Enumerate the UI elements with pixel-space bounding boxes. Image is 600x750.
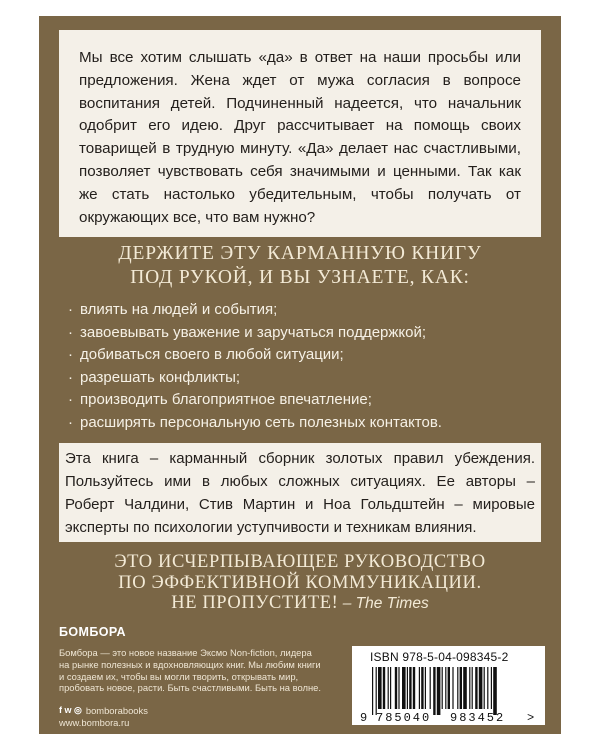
barcode-bar [395,667,397,709]
barcode-bar [460,667,462,709]
social-links [59,705,148,716]
barcode-bar [419,667,420,709]
publisher-logo: БОМБОРА [59,625,126,639]
barcode-digits-right: 983452 [450,711,506,723]
quote-line-1: ЭТО ИСЧЕРПЫВАЮЩЕЕ РУКОВОДСТВО [114,552,486,572]
barcode-bar [378,667,382,709]
list-item: · влиять на людей и события; [69,299,539,322]
barcode-bar [493,667,497,715]
barcode-bar [388,667,389,709]
barcode-bar [425,667,426,709]
list-item: · расширять персональную сеть полезных контактов. [69,412,539,435]
publisher-description: Бомбора — это новое название Эксмо Non-fiction, лидера на рынке полезных и вдохновляющих книг. Мы любим книги и создаем их, чтобы вы могли творить, открывать мир, пробовать новое, расти. Быть счастливыми. Быть на волне. [59,647,321,694]
benefits-list [69,299,539,435]
list-item: · разрешать конфликты; [69,367,539,390]
bullet-icon: · [68,368,73,386]
barcode-bar [452,667,453,709]
barcode-bar [469,667,470,709]
barcode-bar [409,667,411,709]
list-item: · добиваться своего в любой ситуации; [69,344,539,367]
bullet-icon: · [68,391,73,409]
isbn-text: ISBN 978-5-04-098345-2 [370,650,509,664]
bullet-icon: · [68,413,73,431]
barcode-bar [390,667,391,709]
barcode-bar [491,667,492,709]
barcode-bar [407,667,408,709]
list-heading [39,242,561,290]
social-handle: bomborabooks [85,705,148,716]
list-item: · производить благоприятное впечатление; [69,389,539,412]
barcode-icon [360,667,537,723]
barcode-bar [457,667,458,709]
barcode-bar [402,667,406,709]
bullet-icon: · [68,301,73,318]
press-quote [39,552,561,615]
barcode-bar [372,667,373,715]
quote-source: The Times [355,595,429,612]
barcode-bar [484,667,485,709]
barcode-bar [442,667,443,709]
barcode-digit-tail: > [527,711,535,723]
website-link: www.bombora.ru [59,717,130,728]
barcode-bar [479,667,483,709]
barcode-bar [437,667,441,715]
barcode-bar [383,667,385,709]
barcode-bar [472,667,473,709]
social-icons: f ᴡ ◎ [59,705,82,715]
list-item: · завоевывать уважение и заручаться поддержкой; [69,322,539,345]
about-book-paragraph: Эта книга – карманный сборник золотых правил убеждения. Пользуйтесь ими в любых сложных ситуациях. Ее авторы – Роберт Чалдини, Стив Мартин и Ноа Гольдштейн – мировые эксперты по психологии уступчивости и техникам влияния. [65,450,535,536]
barcode-digits-left: 785040 [376,711,432,723]
quote-line-3: НЕ ПРОПУСТИТЕ! – The Times [171,593,429,613]
barcode-bar [475,667,477,709]
barcode-digit-lead: 9 [360,711,368,723]
bullet-icon: · [68,323,73,341]
barcode-bar [413,667,415,709]
barcode-bar [398,667,399,709]
list-heading-line-2: ПОД РУКОЙ, И ВЫ УЗНАЕТЕ, КАК: [130,267,470,288]
back-cover [39,16,561,734]
barcode-bar [463,667,467,709]
barcode-bar [487,667,488,709]
barcode-panel [352,646,545,725]
barcode-bar [448,667,450,709]
list-heading-line-1: ДЕРЖИТЕ ЭТУ КАРМАННУЮ КНИГУ [118,243,482,264]
bullet-icon: · [68,346,73,364]
barcode-bar [445,667,446,709]
barcode-bar [421,667,423,709]
barcode-bar [376,667,377,715]
intro-text-panel [59,30,541,237]
barcode-bar [433,667,435,715]
intro-paragraph: Мы все хотим слышать «да» в ответ на наши просьбы или предложения. Жена ждет от мужа согласия в вопросе воспитания детей. Подчиненный надеется, что начальник одобрит его идею. Друг рассчитывает на помощь своих товарищей в трудную минуту. «Да» делает нас счастливыми, позволяет чувствовать себя значимыми и ценными. Так как же стать настолько убедительным, чтобы получать от окружающих все, что вам нужно? [79,49,521,226]
about-book-panel [59,443,541,542]
quote-line-2: ПО ЭФФЕКТИВНОЙ КОММУНИКАЦИИ. [118,572,482,593]
barcode-bar [430,667,431,709]
